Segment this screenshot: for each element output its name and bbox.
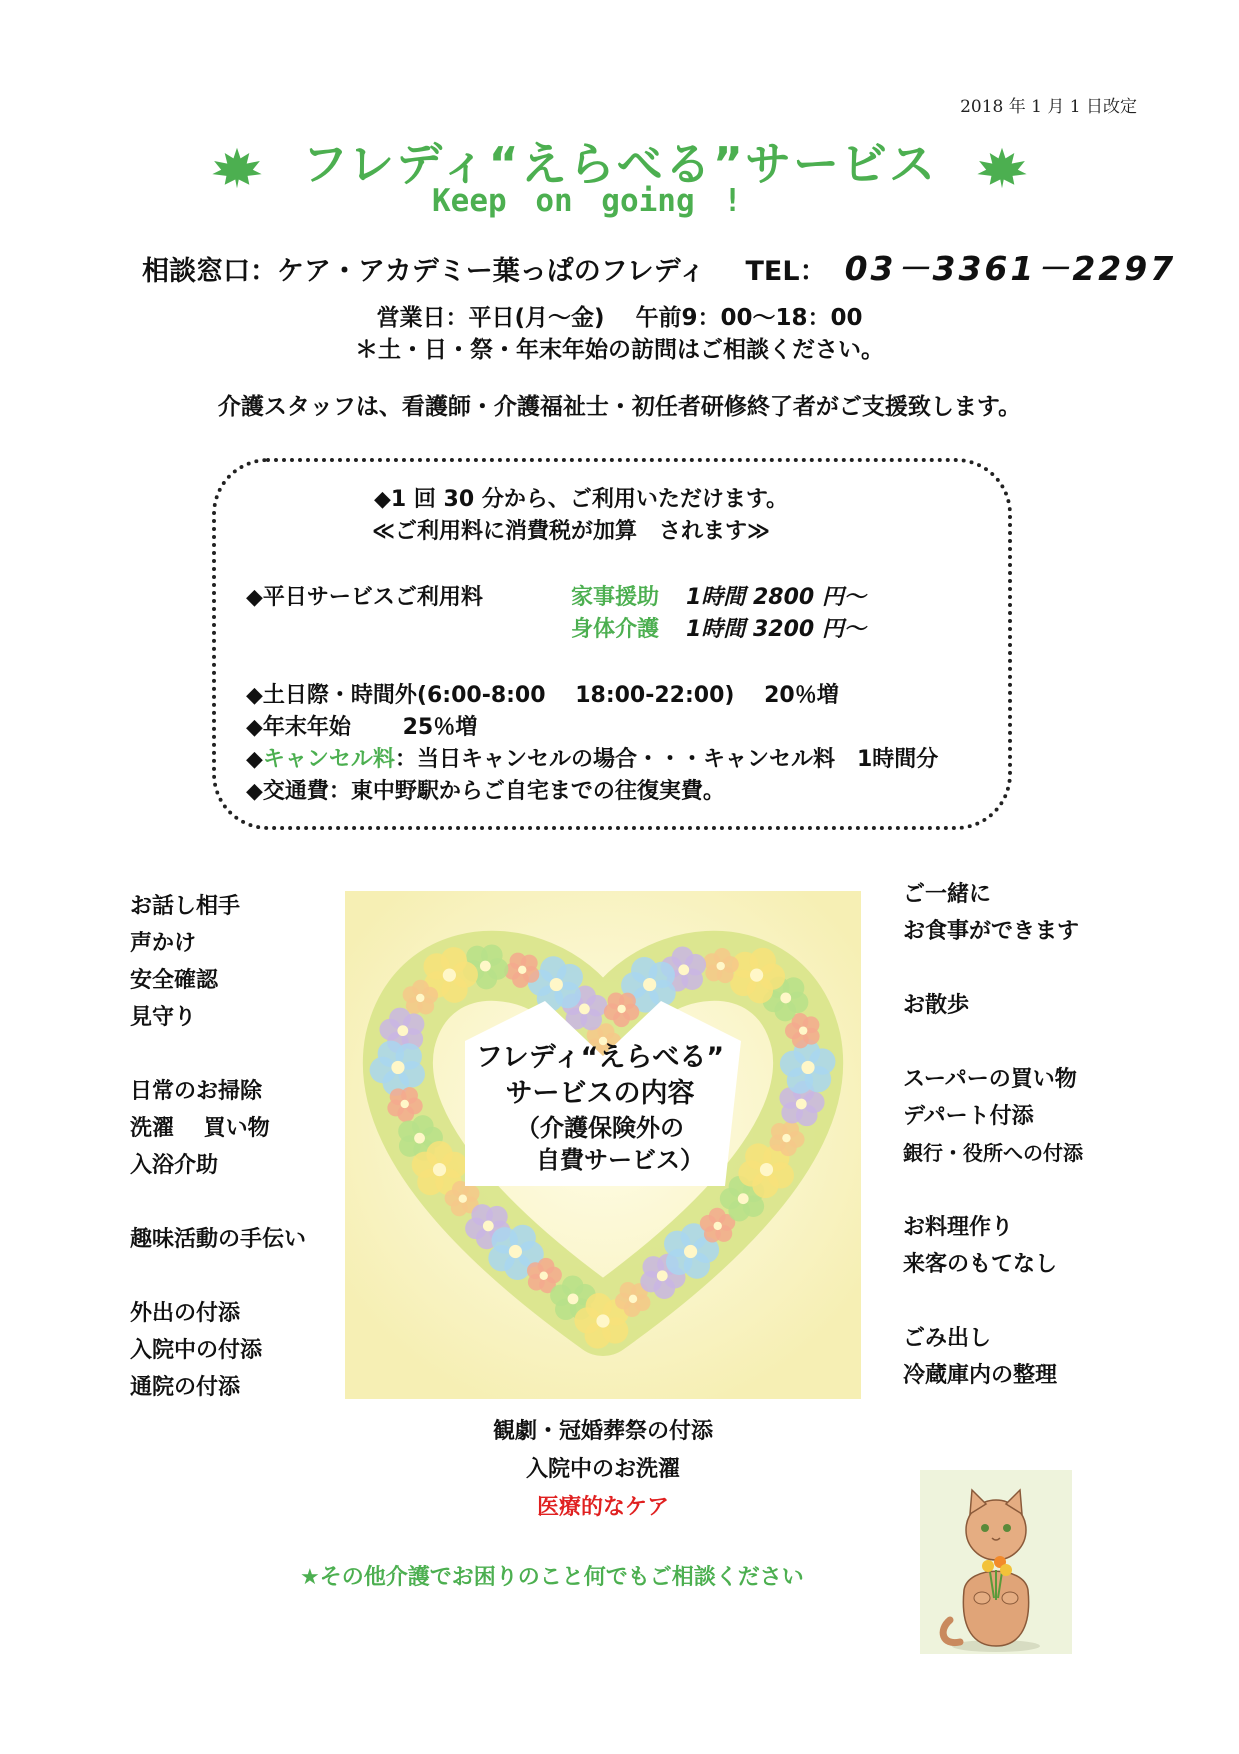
cancel-mark: ◆ xyxy=(246,747,263,772)
bottom-service: 観劇・冠婚葬祭の付添 xyxy=(492,1419,713,1444)
list-item: お話し相手 xyxy=(130,894,241,919)
housework-price: 1時間 2800 円～ xyxy=(686,585,866,610)
service-group xyxy=(130,888,306,1036)
tagline: Keep on going ! xyxy=(432,183,742,219)
list-item: 来客のもてなし xyxy=(903,1252,1058,1277)
list-item: ご一緒に xyxy=(903,882,992,907)
list-item: 入浴介助 xyxy=(130,1153,219,1178)
contact-line xyxy=(142,243,1176,290)
service-group xyxy=(903,987,1083,1024)
cancel-text: ：当日キャンセルの場合・・・キャンセル料 1時間分 xyxy=(394,747,939,772)
contact-label: 相談窓口：ケア・アカデミー葉っぱのフレディ xyxy=(142,256,706,287)
cancel-label: キャンセル料 xyxy=(262,747,395,772)
bottom-service: 入院中のお洗濯 xyxy=(525,1457,680,1482)
service-group xyxy=(130,1295,306,1406)
staff-note: 介護スタッフは、看護師・介護福祉士・初任者研修終了者がご支援致します。 xyxy=(217,394,1022,420)
list-item: 冷蔵庫内の整理 xyxy=(903,1363,1058,1388)
weekday-fee-label: ◆平日サービスご利用料 xyxy=(246,585,483,610)
service-group xyxy=(903,1209,1083,1283)
pricing-intro: ◆1 回 30 分から、ご利用いただけます。 xyxy=(374,487,789,512)
hours-line: 営業日：平日(月～金) 午前9：00～18：00 xyxy=(376,305,863,331)
list-item: 入院中の付添 xyxy=(130,1338,263,1363)
service-group xyxy=(903,1061,1083,1172)
list-item: スーパーの買い物 xyxy=(903,1067,1077,1092)
list-item: 声かけ xyxy=(130,931,197,956)
heart-caption xyxy=(440,1040,760,1176)
revision-date: 2018 年 1 月 1 日改定 xyxy=(960,97,1137,117)
physical-care-label: 身体介護 xyxy=(571,617,660,642)
title-text: フレディ“えらべる”サービス xyxy=(302,137,937,191)
list-item: デパート付添 xyxy=(903,1104,1034,1129)
list-item: お料理作り xyxy=(903,1215,1014,1240)
heart-title-2: サービスの内容 xyxy=(505,1078,695,1109)
footer-message: ★その他介護でお困りのこと何でもご相談ください xyxy=(300,1565,804,1590)
newyear-surcharge: ◆年末年始 25％増 xyxy=(246,715,478,740)
housework-label: 家事援助 xyxy=(571,585,660,610)
service-group xyxy=(903,1320,1083,1394)
maple-leaf-icon xyxy=(975,146,1029,190)
medical-care-note: 医療的なケア xyxy=(536,1495,669,1520)
tel-label: TEL： xyxy=(745,256,827,287)
list-item: 洗濯 買い物 xyxy=(130,1116,270,1141)
list-item: 安全確認 xyxy=(130,968,219,993)
list-item: お食事ができます xyxy=(903,919,1080,944)
cat-with-flowers-image xyxy=(920,1470,1072,1654)
list-item: 見守り xyxy=(130,1005,197,1030)
list-item: 銀行・役所への付添 xyxy=(903,1141,1083,1165)
list-item: 趣味活動の手伝い xyxy=(130,1227,307,1252)
cancel-fee xyxy=(246,742,938,773)
hours-note: ＊土・日・祭・年末年始の訪問はご相談ください。 xyxy=(355,337,884,363)
tax-note: ≪ご利用料に消費税が加算 されます≫ xyxy=(372,519,771,544)
heart-subtitle-2: 自費サービス） xyxy=(536,1146,704,1174)
heart-subtitle-1: （介護保険外の xyxy=(516,1114,684,1142)
tel-number: 03－3361－2297 xyxy=(844,249,1177,288)
list-item: 通院の付添 xyxy=(130,1375,241,1400)
transport-fee: ◆交通費：東中野駅からご自宅までの往復実費。 xyxy=(246,779,725,804)
heart-title-1: フレディ“えらべる” xyxy=(475,1042,725,1073)
service-group xyxy=(130,1073,306,1184)
service-group xyxy=(130,1221,306,1258)
right-service-list xyxy=(903,876,1083,1394)
list-item: ごみ出し xyxy=(903,1326,992,1351)
list-item: 外出の付添 xyxy=(130,1301,241,1326)
left-service-list xyxy=(130,888,306,1406)
business-hours xyxy=(0,302,1239,366)
list-item: 日常のお掃除 xyxy=(130,1079,263,1104)
physical-care-price: 1時間 3200 円～ xyxy=(686,617,866,642)
pricing-box xyxy=(212,458,1012,830)
service-group xyxy=(903,876,1083,950)
maple-leaf-icon xyxy=(210,146,264,190)
list-item: お散歩 xyxy=(903,993,970,1018)
weekend-surcharge: ◆土日際・時間外(6:00-8:00 18:00-22:00) 20％増 xyxy=(246,683,839,708)
